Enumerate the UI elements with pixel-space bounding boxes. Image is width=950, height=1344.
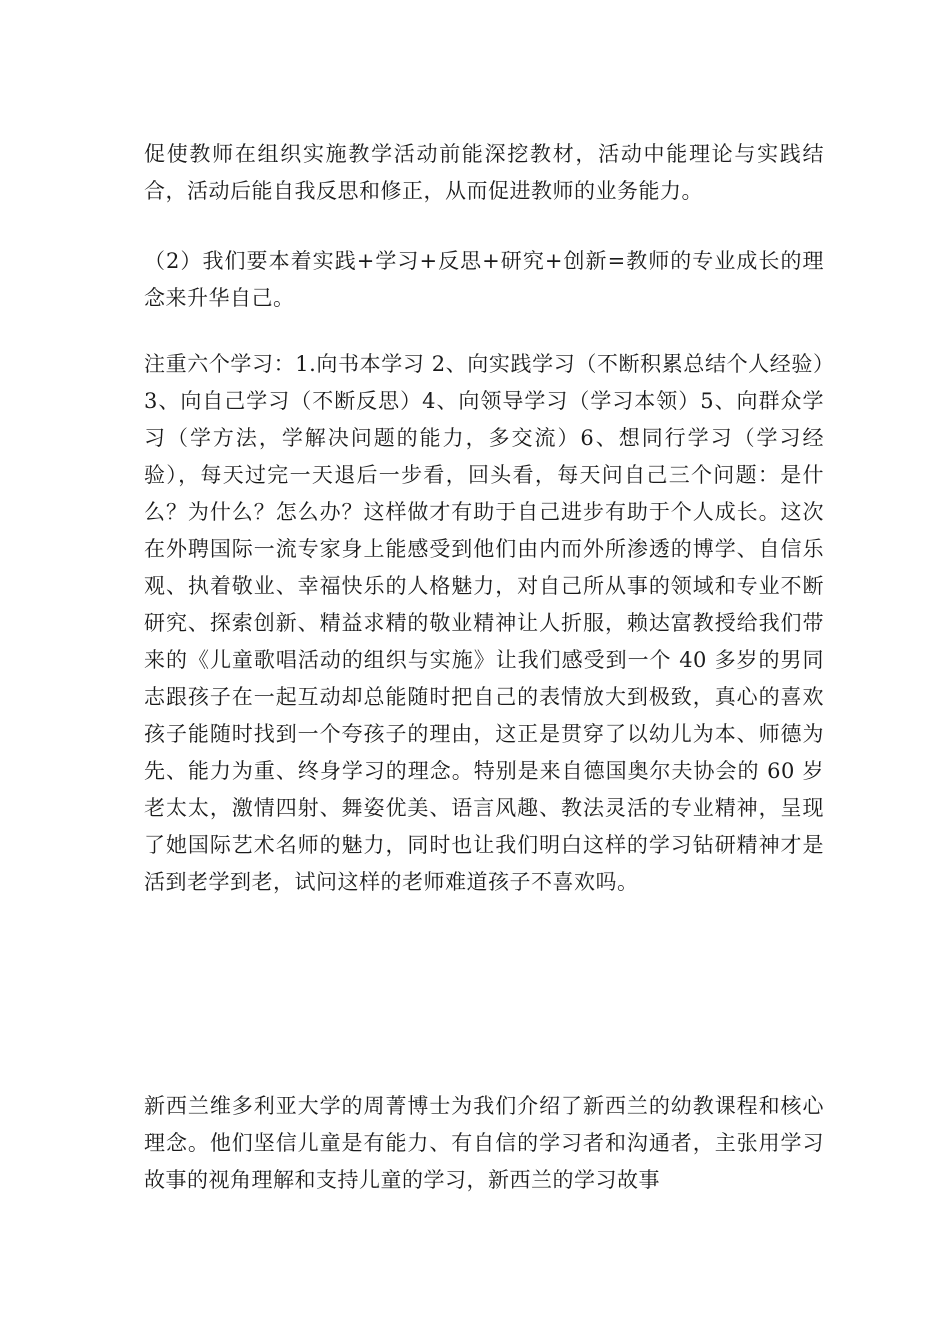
paragraph-growth-concept: （2）我们要本着实践+学习+反思+研究+创新=教师的专业成长的理念来升华自己。 xyxy=(144,249,824,310)
paragraph-six-learnings: 注重六个学习：1.向书本学习 2、向实践学习（不断积累总结个人经验）3、向自己学习（不断反思）4、向领导学习（学习本领）5、向群众学习（学方法，学解决问题的能力，多交流）6、想同行学习（学习经验），每天过完一天退后一步看，回头看，每天问自己三个问题：是什么？为什么？怎么办？这样做才有助于自己进步有助于个人成长。这次在外聘国际一流专家身上能感受到他们由内而外所渗透的博学、自信乐观、执着敬业、幸福快乐的人格魅力，对自己所从事的领域和专业不断研究、探索创新、精益求精的敬业精神让人折服，赖达富教授给我们带来的《儿童歌唱活动的组织与实施》让我们感受到一个 40 多岁的男同志跟孩子在一起互动却总能随时把自己的表情放大到极致，真心的喜欢孩子能随时找到一个夸孩子的理由，这正是贯穿了以幼儿为本、师德为先、能力为重、终身学习的理念。特别是来自德国奥尔夫协会的 60 岁老太太，激情四射、舞姿优美、语言风趣、教法灵活的专业精神，呈现了她国际艺术名师的魅力，同时也让我们明白这样的学习钻研精神才是活到老学到老，试问这样的老师难道孩子不喜欢吗。 xyxy=(144,352,824,894)
paragraph-teaching-activities: 促使教师在组织实施教学活动前能深挖教材，活动中能理论与实践结合，活动后能自我反思和修正，从而促进教师的业务能力。 xyxy=(144,142,824,203)
paragraph-new-zealand: 新西兰维多利亚大学的周菁博士为我们介绍了新西兰的幼教课程和核心理念。他们坚信儿童是有能力、有自信的学习者和沟通者，主张用学习故事的视角理解和支持儿童的学习，新西兰的学习故事 xyxy=(144,1094,824,1192)
